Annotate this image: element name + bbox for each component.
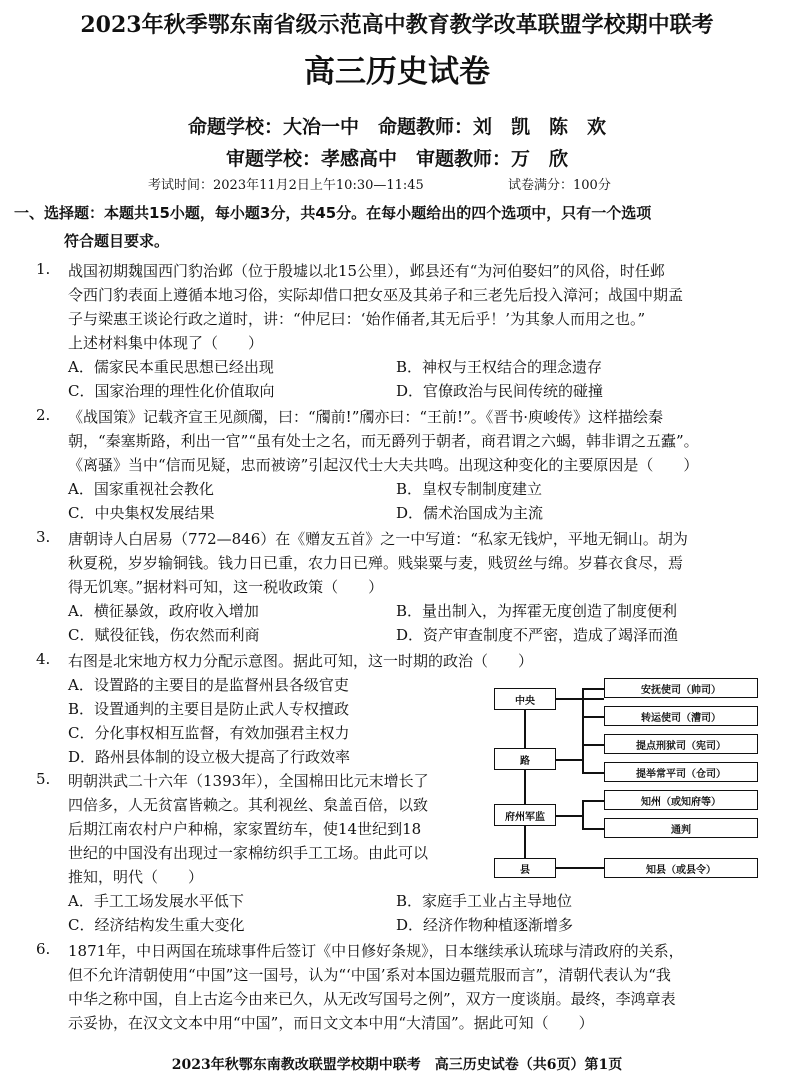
connector-fuzhou-county <box>524 826 526 858</box>
q2-option-a[interactable]: A．国家重视社会教化 <box>68 480 214 498</box>
diagram-box-fuzhou: 府州军监 <box>494 804 556 826</box>
q4-option-a[interactable]: A．设置路的主要目的是监督州县各级官吏 <box>68 676 349 694</box>
q3-line3: 得无饥寒。”据材料可知，这一税收政策（ ） <box>68 578 384 596</box>
connector-lu-fuzhou <box>524 770 526 804</box>
q2-line1: 《战国策》记载齐宣王见颜斶，曰：“斶前!”斶亦曰：“王前!”。《晋书·庾峻传》这样描绘秦 <box>68 408 664 426</box>
q5-line4: 世纪的中国没有出现过一家棉纺织手工工场。由此可以 <box>68 844 429 862</box>
q5-line5: 推知，明代（ ） <box>68 868 204 886</box>
q3-option-d[interactable]: D．资产审查制度不严密，造成了竭泽而渔 <box>396 626 679 644</box>
connector-to-zhuanyun <box>582 716 604 718</box>
q5-option-d[interactable]: D．经济作物种植逐渐增多 <box>396 916 574 934</box>
diagram-box-zhizhou: 知州（或知府等） <box>604 790 758 810</box>
q2-number: 2. <box>36 406 51 424</box>
q6-number: 6. <box>36 940 51 958</box>
proposer-line: 命题学校：大冶一中 命题教师：刘 凯 陈 欢 <box>187 116 606 138</box>
q1-number: 1. <box>36 260 51 278</box>
diagram-box-central: 中央 <box>494 688 556 710</box>
q2-line2: 朝，“秦塞斯路，利出一官”“虽有处士之名，而无爵列于朝者，商君谓之六蝎，韩非谓之五蠹”。 <box>68 432 699 450</box>
q1-option-a[interactable]: A．儒家民本重民思想已经出现 <box>68 358 274 376</box>
power-distribution-diagram <box>486 676 766 882</box>
connector-to-tiju <box>582 772 604 774</box>
q6-line1: 1871年，中日两国在琉球事件后签订《中日修好条规》，日本继续承认琉球与清政府的关系， <box>68 942 684 960</box>
connector-central-lu <box>524 710 526 748</box>
q3-number: 3. <box>36 528 51 546</box>
q2-option-d[interactable]: D．儒术治国成为主流 <box>396 504 544 522</box>
q5-option-b[interactable]: B．家庭手工业占主导地位 <box>396 892 573 910</box>
subject-title: 高三历史试卷 <box>304 54 490 90</box>
connector-to-tongpan <box>582 828 604 830</box>
diagram-box-tidian: 提点刑狱司（宪司） <box>604 734 758 754</box>
connector-central-right <box>556 698 604 700</box>
q4-option-b[interactable]: B．设置通判的主要目是防止武人专权擅政 <box>68 700 350 718</box>
connector-lu-vertical <box>582 688 584 772</box>
full-score: 试卷满分：100分 <box>508 178 611 193</box>
connector-to-tidian <box>582 744 604 746</box>
q1-line3: 子与梁惠王谈论行政之道时，讲：“仲尼曰：‘始作俑者,其无后乎！’为其象人而用之也。” <box>68 310 646 328</box>
connector-to-zhizhou <box>582 800 604 802</box>
q5-option-c[interactable]: C．经济结构发生重大变化 <box>68 916 245 934</box>
diagram-box-tiju: 提举常平司（仓司） <box>604 762 758 782</box>
connector-lu-horizontal <box>556 759 582 761</box>
q1-option-c[interactable]: C．国家治理的理性化价值取向 <box>68 382 275 400</box>
q6-line3: 中华之称中国，自上古迄今由来已久，从无改写国号之例”，双方一度谈崩。最终，李鸿章表 <box>68 990 676 1008</box>
page-footer: 2023年秋鄂东南教改联盟学校期中联考 高三历史试卷（共6页）第1页 <box>171 1057 623 1073</box>
reviewer-line: 审题学校：孝感高中 审题教师：万 欣 <box>225 148 568 170</box>
exam-time: 考试时间：2023年11月2日上午10:30—11:45 <box>148 178 424 193</box>
q1-line1: 战国初期魏国西门豹治邺（位于殷墟以北15公里），邺县还有“为河伯娶妇”的风俗，时任邺 <box>68 262 665 280</box>
diagram-box-zhuanyun: 转运使司（漕司） <box>604 706 758 726</box>
q4-option-c[interactable]: C．分化事权相互监督，有效加强君主权力 <box>68 724 350 742</box>
q3-option-b[interactable]: B．量出制入，为挥霍无度创造了制度便利 <box>396 602 678 620</box>
q6-line4: 示妥协，在汉文文本中用“中国”，而日文文本中用“大清国”。据此可知（ ） <box>68 1014 594 1032</box>
q4-number: 4. <box>36 650 51 668</box>
q2-option-b[interactable]: B．皇权专制制度建立 <box>396 480 543 498</box>
q5-option-a[interactable]: A．手工工场发展水平低下 <box>68 892 244 910</box>
diagram-box-lu: 路 <box>494 748 556 770</box>
q6-line2: 但不允许清朝使用“中国”这一国号，认为“‘中国’系对本国边疆荒服而言”，清朝代表认为“我 <box>68 966 671 984</box>
q5-line3: 后期江南农村户户种棉，家家置纺车，使14世纪到18 <box>68 820 422 838</box>
q4-option-d[interactable]: D．路州县体制的设立极大提高了行政效率 <box>68 748 351 766</box>
q3-option-c[interactable]: C．赋役征钱，伤农然而利商 <box>68 626 260 644</box>
q4-line1: 右图是北宋地方权力分配示意图。据此可知，这一时期的政治（ ） <box>68 652 534 670</box>
connector-fuzhou-horizontal <box>556 815 582 817</box>
q3-line2: 秋夏税，岁岁输铜钱。钱力日已重，农力日已殚。贱粜粟与麦，贱贸丝与绵。岁暮衣食尽，焉 <box>68 554 684 572</box>
q5-number: 5. <box>36 770 51 788</box>
q5-line2: 四倍多，人无贫富皆赖之。其利视丝、枲盖百倍，以致 <box>68 796 429 814</box>
exam-title: 2023年秋季鄂东南省级示范高中教育教学改革联盟学校期中联考 <box>80 12 714 38</box>
diagram-box-tongpan: 通判 <box>604 818 758 838</box>
section-heading-line2: 符合题目要求。 <box>64 232 170 250</box>
q1-option-d[interactable]: D．官僚政治与民间传统的碰撞 <box>396 382 604 400</box>
connector-fuzhou-vertical <box>582 800 584 830</box>
q1-line2: 令西门豹表面上遵循本地习俗，实际却借口把女巫及其弟子和三老先后投入漳河；战国中期孟 <box>68 286 684 304</box>
q1-line4: 上述材料集中体现了（ ） <box>68 334 264 352</box>
q1-option-b[interactable]: B．神权与王权结合的理念遗存 <box>396 358 603 376</box>
section-heading-line1: 一、选择题：本题共15小题，每小题3分，共45分。在每小题给出的四个选项中，只有一个选项 <box>14 204 652 222</box>
q2-line3: 《离骚》当中“信而见疑，忠而被谤”引起汉代士大夫共鸣。出现这种变化的主要原因是（ ） <box>68 456 699 474</box>
q3-line1: 唐朝诗人白居易（772—846）在《赠友五首》之一中写道：“私家无钱炉，平地无铜山。胡为 <box>68 530 688 548</box>
q3-option-a[interactable]: A．横征暴敛，政府收入增加 <box>68 602 259 620</box>
q2-option-c[interactable]: C．中央集权发展结果 <box>68 504 215 522</box>
diagram-box-county: 县 <box>494 858 556 878</box>
connector-to-anfu <box>582 688 604 690</box>
diagram-box-anfu: 安抚使司（帅司） <box>604 678 758 698</box>
connector-to-zhixian <box>556 867 604 869</box>
diagram-box-zhixian: 知县（或县令） <box>604 858 758 878</box>
q5-line1: 明朝洪武二十六年（1393年），全国棉田比元末增长了 <box>68 772 429 790</box>
